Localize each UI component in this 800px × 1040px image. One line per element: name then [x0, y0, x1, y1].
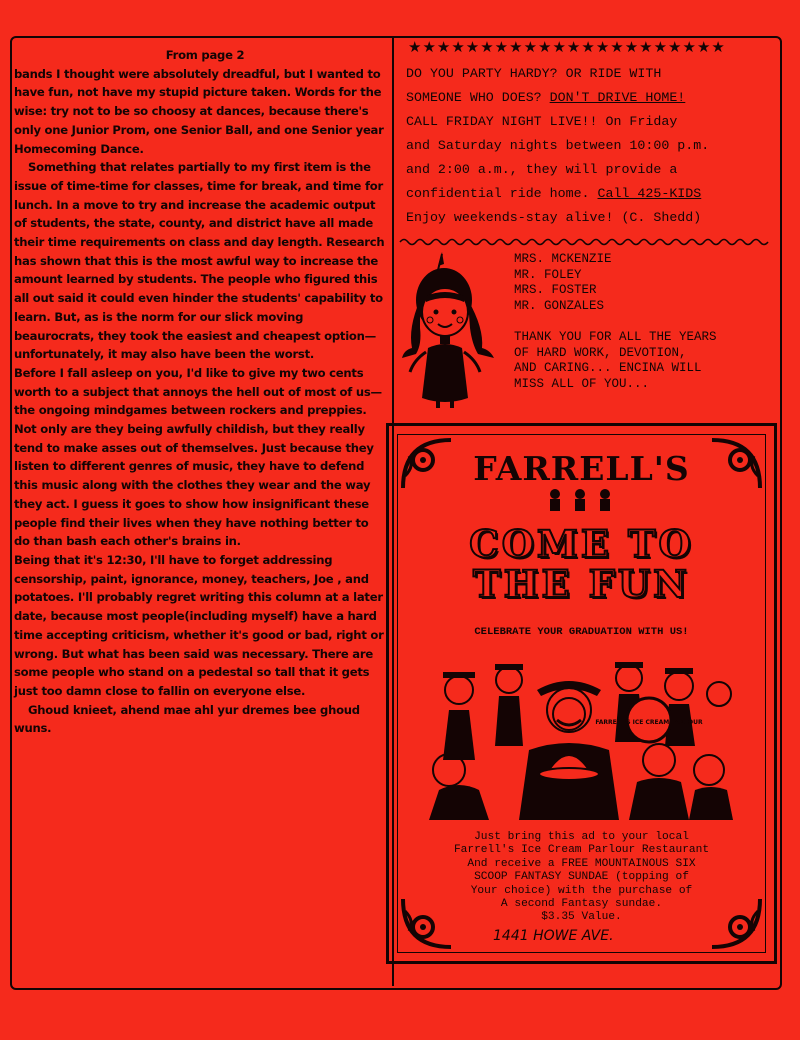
ad-headline [389, 524, 774, 604]
article-paragraph: bands I thought were absolutely dreadful, but I wanted to have fun, not have my stupid picture taken. Words for the wise: try not to be so choosy at dances, because there's only one Junior Prom, one Senior Ball, and one Senior year Homecoming Dance. [14, 66, 384, 156]
dont-drive-home-text: DON'T DRIVE HOME! [549, 90, 686, 105]
notice-line: DO YOU PARTY HARDY? OR RIDE WITH [406, 66, 662, 81]
offer-details [389, 831, 774, 925]
wavy-divider [396, 236, 776, 248]
notice-text: SOMEONE WHO DOES? [406, 90, 550, 105]
notice-line [406, 86, 772, 110]
retiring-staff-notice [514, 252, 774, 392]
staff-name: MRS. MCKENZIE [514, 252, 612, 266]
farrells-logo: FARRELL'S [473, 449, 690, 488]
friday-night-live-notice [406, 62, 772, 230]
farrells-advertisement [386, 423, 777, 964]
phone-number-text: Call 425-KIDS [597, 186, 702, 201]
thanks-line: OF HARD WORK, DEVOTION, [514, 345, 687, 360]
headline-line: THE FUN [473, 562, 690, 606]
headline-line: COME TO [469, 522, 694, 566]
staff-name: MRS. FOSTER [514, 283, 597, 297]
offer-line: And receive a FREE MOUNTAINOUS SIX [467, 857, 696, 870]
notice-text: confidential ride home. [406, 186, 598, 201]
thanks-line: AND CARING... ENCINA WILL [514, 361, 702, 375]
offer-line: SCOOP FANTASY SUNDAE (topping of [474, 871, 689, 884]
star-border: ★★★★★★★★★★★★★★★★★★★★★★ [408, 38, 726, 56]
offer-line: Just bring this ad to your local [474, 831, 689, 843]
continued-from-label: From page 2 [165, 48, 245, 62]
notice-line [406, 182, 772, 206]
badge-text: FARRELL'S ICE CREAM PARLOUR [595, 719, 703, 726]
graduation-tagline: CELEBRATE YOUR GRADUATION WITH US! [474, 626, 689, 638]
logo-family-icon [535, 486, 625, 512]
offer-line: $3.35 Value. [541, 911, 622, 924]
notice-line: Enjoy weekends-stay alive! (C. Shedd) [406, 210, 702, 225]
notice-line: and Saturday nights between 10:00 p.m. [406, 138, 710, 153]
staff-name: MR. FOLEY [514, 267, 582, 282]
article-paragraph: Something that relates partially to my first item is the issue of time-time for classes, time for break, and time for lunch. In a move to try and increase the academic output of students, the state, county, and district have all made their time requirements on class and day length. Research has shown that this is the most awful way to increase the amount learned by students. The people who figured this all out said it could even hinder the students' capability to learn. But, as is the norm for our slick moving beaurocrats, they took the easiest and cheapest option—unfortunately, it may also have been the worst. [14, 160, 385, 362]
thanks-line: MISS ALL OF YOU... [514, 376, 650, 391]
offer-line: A second Fantasy sundae. [500, 898, 663, 911]
staff-name: MR. GONZALES [514, 298, 605, 313]
notice-line: CALL FRIDAY NIGHT LIVE!! On Friday [406, 114, 678, 129]
parlour-crowd-illustration [419, 650, 744, 828]
notice-line: and 2:00 a.m., they will provide a [406, 162, 678, 177]
mascot-girl-illustration [398, 248, 508, 418]
offer-line: Farrell's Ice Cream Parlour Restaurant [453, 844, 710, 857]
article-signoff: Ghoud knieet, ahend mae ahl yur dremes bee ghoud wuns. [14, 702, 360, 736]
thanks-line: THANK YOU FOR ALL THE YEARS [514, 330, 717, 344]
handwritten-address: 1441 HOWE AVE. [493, 928, 614, 944]
article-paragraph: Being that it's 12:30, I'll have to forget addressing censorship, paint, ignorance, money, teachers, Joe , and potatoes. I'll probably regret writing this column at a later date, because most people(including myself) have a hard time accepting criticism, whether it's good or bad, right or wrong. But what has been said was necessary. There are some people who stand on a pedestal so tall that it gets just too damn close to fallin on everyone else. [14, 552, 384, 698]
article-column [14, 46, 386, 738]
offer-line: Your choice) with the purchase of [470, 884, 693, 897]
article-paragraph: Before I fall asleep on you, I'd like to give my two cents worth to a subject that annoys the hell out of most of us—the ongoing mindgames between rockers and preppies. Not only are they being awfully childish, but they really tend to make asses out of themselves. Just because they listen to different genres of music, they have to defend this music along with the clothes they wear and the way they act. I guess it goes to show how insignificant these people find their lives when they have nothing better to do than bash each other's brains in. [14, 365, 382, 549]
